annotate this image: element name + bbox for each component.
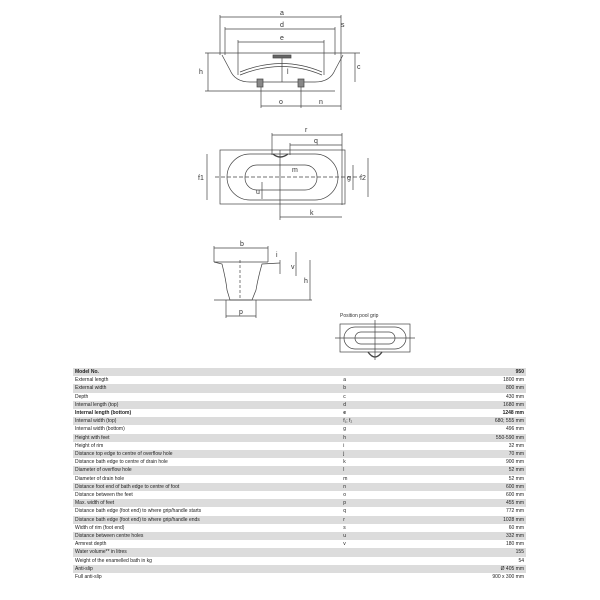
dim-n: n — [319, 99, 323, 106]
dim-l: l — [287, 69, 289, 76]
grip-position-caption: Position pool grip — [340, 313, 379, 319]
dim-q: q — [314, 138, 318, 145]
table-row: Distance top edge to centre of overflow hole j 70 mm — [75, 451, 524, 458]
table-row: Diameter of drain hole m 52 mm — [75, 475, 524, 482]
dim-k: k — [310, 210, 314, 217]
table-header-row — [73, 368, 526, 376]
table-row: Water volume** in litres 155 — [75, 549, 524, 556]
dim-p: p — [239, 309, 243, 316]
dim-f2: f2 — [360, 175, 366, 182]
table-row: Full anti-slip 900 x 300 mm — [75, 574, 524, 581]
dim-h: h — [199, 69, 203, 76]
dim-o: o — [279, 99, 283, 106]
dim-b: b — [240, 241, 244, 248]
dim-s: s — [341, 22, 345, 29]
table-row: Distance between the feet o 600 mm — [75, 492, 524, 499]
table-row: Internal width (bottom) g 496 mm — [75, 426, 524, 433]
dim-d: d — [280, 22, 284, 29]
spec-table — [73, 368, 526, 581]
table-row: External length a 1800 mm — [75, 377, 524, 384]
header-label: Model No. — [73, 368, 203, 376]
top-view-drawing — [190, 120, 380, 230]
dim-f1: f1 — [198, 175, 204, 182]
dim-v: v — [291, 264, 295, 271]
table-row: Internal length (bottom) e 1248 mm — [75, 410, 524, 417]
table-row: Internal width (top) f₁; f₂ 680; 555 mm — [75, 418, 524, 425]
table-row: Armrest depth v 180 mm — [75, 541, 524, 548]
dim-h: h — [304, 278, 308, 285]
table-row: Height of rim i 32 mm — [75, 442, 524, 449]
side-view-drawing — [195, 0, 365, 120]
dim-i: i — [276, 252, 278, 259]
table-row: Width of rim (foot end) s 60 mm — [75, 524, 524, 531]
table-row: External width b 800 mm — [75, 385, 524, 392]
table-row: Height with feet h 550-590 mm — [75, 434, 524, 441]
header-value: 950 — [490, 368, 526, 376]
table-row: Distance bath edge (foot end) to where grip/handle starts q 772 mm — [75, 508, 524, 515]
table-row: Distance bath edge to centre of drain hole k 900 mm — [75, 459, 524, 466]
table-row: Internal length (top) d 1680 mm — [75, 401, 524, 408]
dim-g: g — [347, 175, 351, 182]
table-row: Distance between centre holes u 332 mm — [75, 533, 524, 540]
dim-c: c — [357, 64, 361, 71]
table-row: Distance bath edge (foot end) to where grip/handle ends r 1028 mm — [75, 516, 524, 523]
table-row: Max. width of feet p 455 mm — [75, 500, 524, 507]
end-view-drawing — [200, 230, 330, 330]
dim-a: a — [280, 10, 284, 17]
table-row: Diameter of overflow hole l 52 mm — [75, 467, 524, 474]
dim-e: e — [280, 35, 284, 42]
table-row: Distance foot end of bath edge to centre of foot n 600 mm — [75, 483, 524, 490]
table-row: Anti-slip Ø 405 mm — [75, 565, 524, 572]
dim-r: r — [305, 127, 308, 134]
dim-m: m — [292, 167, 298, 174]
grip-position-drawing — [335, 320, 415, 364]
table-row: Depth c 430 mm — [75, 393, 524, 400]
dim-u: u — [256, 189, 260, 196]
table-row: Weight of the enamelled bath in kg 54 — [75, 557, 524, 564]
